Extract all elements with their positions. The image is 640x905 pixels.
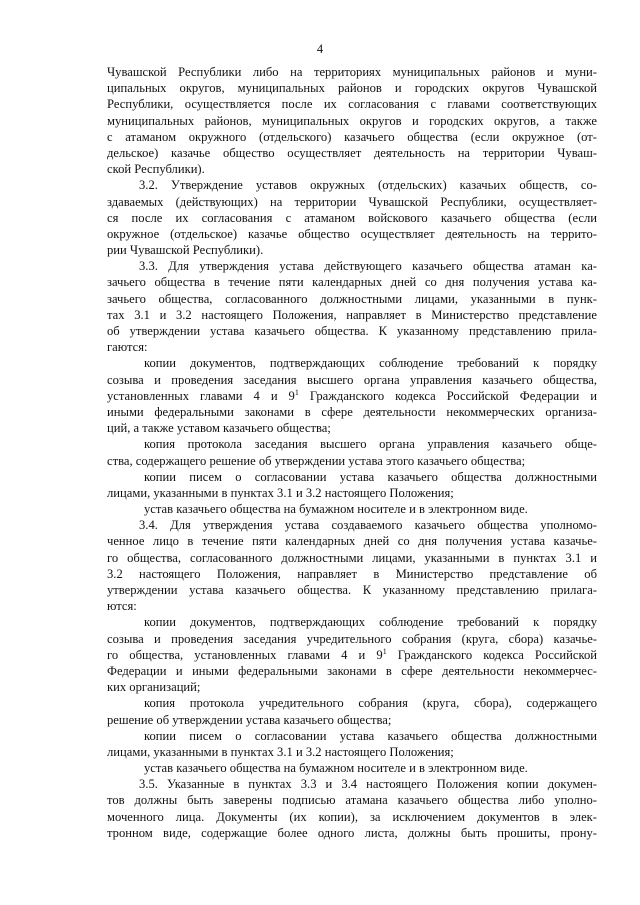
text-line [107,194,597,210]
text-line [107,274,597,290]
text-line [107,404,597,420]
text-line [107,566,597,582]
page-number: 4 [316,42,324,56]
text-line-content: го общества, установленных главами 4 и 9 [107,647,383,662]
text-line [107,695,597,711]
text-line [107,80,597,96]
text-line-content: ких организаций; [107,680,201,695]
text-line-content: Федерации и иными федеральными законами в сфере деятельности некоммерчес- [107,663,597,678]
text-line [107,161,597,177]
text-line-content: утверждении устава казачьего общества. К указанному представлению прилага- [107,583,597,597]
text-line-content: об утверждении устава казачьего общества. К указанному представлению прила- [107,324,597,338]
text-line-content: ченное лицо в течение пяти календарных дней со дня получения устава казачье- [107,534,597,549]
text-line-content: 3.2. Утверждение уставов окружных (отдельских) казачьих обществ, со- [139,178,597,193]
text-line [107,323,597,339]
text-line-content: копии писем о согласовании устава казачьего общества должностными [144,469,597,484]
superscript: 1 [382,646,387,656]
text-line [107,647,597,663]
text-line-content: решение об утверждении устава казачьего общества; [107,712,392,727]
text-line-content: зачьего общества, согласованного должностными лицами, указанными в пунк- [107,291,597,306]
text-line [107,598,597,614]
text-line [107,420,597,436]
text-line-content: лицами, указанными в пунктах 3.1 и 3.2 настоящего Положения; [107,744,454,759]
text-line-content: Гражданского кодекса Российской [386,647,597,662]
text-line [107,64,597,80]
text-line-content: зачьего общества в течение пяти календарных дней со дня получения устава ка- [107,275,597,290]
text-line-content: муниципальных районов, муниципальных округов и городских округов, а также [107,113,597,128]
document-body [107,64,597,841]
text-line [107,728,597,744]
text-line-content: дельское) казачье общество осуществляет деятельность на территории Чуваш- [107,145,597,160]
text-line-content: го общества, согласованного должностными лицами, указанными в пунктах 3.1 и [107,550,597,565]
text-line-content: тах 3.1 и 3.2 настоящего Положения, направляет в Министерство представление [107,307,597,322]
text-line-content: устав казачьего общества на бумажном носителе и в электронном виде. [144,502,528,517]
text-line [107,242,597,258]
text-line [107,436,597,452]
text-line [107,339,597,355]
text-line [107,96,597,112]
text-line [107,355,597,371]
text-line-content: устав казачьего общества на бумажном носителе и в электронном виде. [144,761,528,776]
text-line-content: тронном виде, содержащие более одного листа, должны быть прошиты, прону- [107,825,597,840]
text-line-content: установленных главами 4 и 9 [107,388,295,403]
text-line [107,614,597,630]
text-line [107,631,597,647]
text-line-content: тов должны быть заверены подписью атамана казачьего общества либо уполно- [107,793,597,808]
text-line [107,744,597,760]
text-line-content: с атаманом окружного (отдельского) казачьего общества (если окружное (от- [107,129,597,144]
text-line-content: моченного лица. Документы (их копии), за исключением документов в элек- [107,809,597,824]
text-line-content: гаются: [107,340,148,355]
superscript: 1 [294,387,299,397]
text-line [107,291,597,307]
text-line-content: копия протокола учредительного собрания (круга, сбора), содержащего [144,696,597,711]
text-line [107,517,597,533]
text-line [107,177,597,193]
text-line [107,469,597,485]
text-line-content: 3.4. Для утверждения устава создаваемого казачьего общества уполномо- [139,518,597,533]
text-line-content: созыва и проведения заседания высшего органа управления казачьего общества, [107,372,597,387]
text-line [107,663,597,679]
text-line [107,372,597,388]
text-line [107,258,597,274]
text-line [107,582,597,598]
text-line [107,307,597,323]
text-line [107,760,597,776]
text-line-content: 3.2 настоящего Положения, направляет в Министерство представление об [107,566,597,581]
text-line-content: Чувашской Республики либо на территориях муниципальных районов и муни- [107,65,597,79]
text-line-content: рии Чувашской Республики). [107,243,264,258]
text-line-content: иными федеральными законами в сфере деятельности некоммерческих организа- [107,404,597,419]
text-line [107,210,597,226]
text-line-content: ся после их согласования с атаманом войскового казачьего общества (если [107,210,597,225]
text-line [107,129,597,145]
text-line [107,226,597,242]
text-line-content: копия протокола заседания высшего органа управления казачьего обще- [144,437,597,452]
text-line [107,712,597,728]
text-line [107,825,597,841]
text-line [107,145,597,161]
text-line-content: копии документов, подтверждающих соблюдение требований к порядку [144,356,597,371]
text-line-content: окружное (отдельское) казачье общество осуществляет деятельность на террито- [107,226,597,241]
text-line [107,485,597,501]
text-line-content: ципальных округов, муниципальных районов и городских округов Чувашской [107,81,597,96]
text-line-content: ций, а также уставом казачьего общества; [107,421,331,436]
text-line [107,776,597,792]
text-line-content: ются: [107,599,137,614]
text-line [107,501,597,517]
text-line-content: 3.3. Для утверждения устава действующего казачьего общества атаман ка- [139,259,597,274]
text-line [107,792,597,808]
text-line-content: Гражданского кодекса Российской Федерации и [298,388,597,403]
text-line [107,533,597,549]
text-line [107,113,597,129]
text-line-content: здаваемых (действующих) на территории Чувашской Республики, осуществляет- [107,194,597,209]
text-line-content: копии писем о согласовании устава казачьего общества должностными [144,728,597,743]
text-line-content: созыва и проведения заседания учредительного собрания (круга, сбора) казачье- [107,631,597,646]
text-line [107,388,597,404]
text-line-content: 3.5. Указанные в пунктах 3.3 и 3.4 настоящего Положения копии докумен- [139,777,597,792]
text-line [107,809,597,825]
text-line-content: копии документов, подтверждающих соблюдение требований к порядку [144,615,597,630]
text-line [107,453,597,469]
text-line-content: ства, содержащего решение об утверждении устава этого казачьего общества; [107,453,526,468]
text-line-content: ской Республики). [107,162,205,177]
text-line [107,679,597,695]
text-line [107,550,597,566]
text-line-content: лицами, указанными в пунктах 3.1 и 3.2 настоящего Положения; [107,485,454,500]
text-line-content: Республики, осуществляется после их согласования с главами соответствующих [107,97,597,112]
